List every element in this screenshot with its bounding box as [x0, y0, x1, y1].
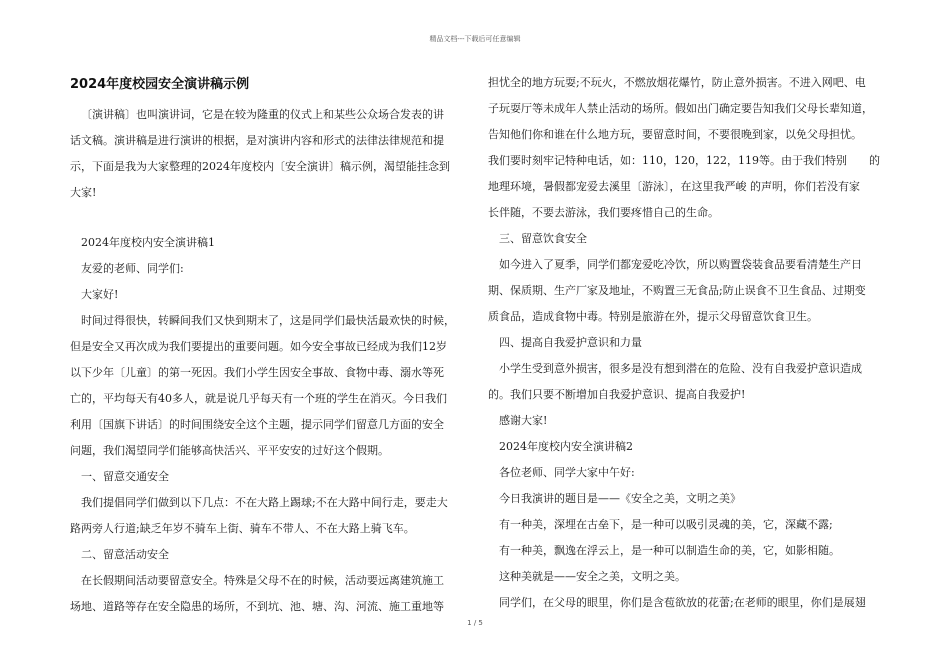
body-line: 利用〔国旗下讲话〕的时间围绕安全这个主题，提示同学们留意几方面的安全 [70, 418, 444, 431]
left-column [70, 70, 468, 620]
section-heading: 二、留意活动安全 [81, 548, 169, 561]
body-line: 告知他们你和谁在什么地方玩，要留意时间，不要很晚到家，以免父母担忧。 [488, 128, 862, 141]
body-line: 长伴随，不要去游泳，我们要疼惜自己的生命。 [488, 206, 719, 219]
body-line: 在长假期间活动要留意安全。特殊是父母不在的时候，活动要远离建筑施工 [81, 574, 444, 587]
body-line: 期、保质期、生产厂家及地址，不购置三无食品;防止误食不卫生食品、过期变 [488, 284, 866, 297]
body-line: 问题，我们渴望同学们能够高快活兴、平平安安的过好这个假期。 [70, 444, 389, 457]
body-line: 同学们，在父母的眼里，你们是含苞欲放的花蕾;在老师的眼里，你们是展翅 [499, 596, 866, 609]
section-heading: 四、提高自我爱护意识和力量 [499, 336, 642, 349]
body-line: 子玩耍厅等未成年人禁止活动的场所。假如出门确定要告知我们父母长辈知道， [488, 102, 873, 115]
body-line: 质食品，造成食物中毒。特别是旅游在外，提示父母留意饮食卫生。 [488, 310, 818, 323]
page-header: 精品文档---下载后可任意编辑 [429, 35, 521, 43]
body-line: 担忧全的地方玩耍;不玩火，不燃放烟花爆竹，防止意外损害。不进入网吧、电 [488, 76, 866, 89]
intro-line: 〔演讲稿〕也叫演讲词，它是在较为隆重的仪式上和某些公众场合发表的讲 [81, 108, 444, 121]
intro-line: 话文稿。演讲稿是进行演讲的根据，是对演讲内容和形式的法律法律规范和提 [70, 134, 444, 147]
greeting: 大家好! [81, 288, 119, 301]
spacer [70, 206, 468, 230]
body-line: 我们提倡同学们做到以下几点：不在大路上踢球;不在大路中间行走，要走大 [81, 496, 448, 509]
body-line: 有一种美，飘逸在浮云上，是一种可以制造生命的美，它，如影相随。 [499, 544, 840, 557]
right-column [488, 70, 886, 616]
body-line: 但是安全又再次成为我们要提出的重要问题。如今安全事故已经成为我们12岁 [70, 340, 447, 353]
body-line: 有一种美，深埋在古垒下，是一种可以吸引灵魂的美，它，深藏不露; [499, 518, 833, 531]
salutation: 各位老师、同学大家中午好: [499, 466, 635, 479]
section-heading: 一、留意交通安全 [81, 470, 169, 483]
speech-heading: 2024年度校内安全演讲稿2 [499, 440, 633, 453]
body-line: 地理环境，暑假都宠爱去溪里〔游泳〕，在这里我严峻 的声明，你们若没有家 [488, 180, 860, 193]
salutation: 友爱的老师、同学们: [81, 262, 184, 275]
body-line: 今日我演讲的题目是——《安全之美，文明之美》 [499, 492, 741, 505]
body-line: 以下少年〔儿童〕的第一死因。我们小学生因安全事故、食物中毒、溺水等死 [70, 366, 444, 379]
body-line: 时间过得很快，转瞬间我们又快到期末了，这是同学们最快活最欢快的时候， [81, 314, 455, 327]
body-line: 我们要时刻牢记特种电话，如：110，120，122，119等。由于我们特别 的 [488, 154, 880, 167]
body-line: 的。我们只要不断增加自我爱护意识、提高自我爱护! [488, 388, 746, 401]
body-line: 如今进入了夏季，同学们都宠爱吃冷饮，所以购置袋装食品要看清楚生产日 [499, 258, 862, 271]
body-line: 场地、道路等存在安全隐患的场所，不到坑、池、塘、沟、河流、施工重地等 [70, 600, 444, 613]
body-line: 路两旁人行道;缺乏年岁不骑车上街、骑车不带人、不在大路上骑飞车。 [70, 522, 415, 535]
closing-line: 感谢大家! [499, 414, 548, 427]
section-heading: 三、留意饮食安全 [499, 232, 587, 245]
intro-line: 示，下面是我为大家整理的2024年度校内〔安全演讲〕稿示例，渴望能挂念到 [70, 160, 450, 173]
body-line: 小学生受到意外损害，很多是没有想到潜在的危险、没有自我爱护意识造成 [499, 362, 862, 375]
document-title: 2024年度校园安全演讲稿示例 [70, 77, 250, 92]
body-line: 亡的，平均每天有40多人，就是说几乎每天有一个班的学生在消灭。今日我们 [70, 392, 447, 405]
body-line: 这种美就是——安全之美，文明之美。 [499, 570, 686, 583]
speech-heading: 2024年度校内安全演讲稿1 [81, 236, 215, 249]
page-number: 1 / 5 [467, 619, 483, 627]
intro-line: 大家! [70, 186, 97, 199]
